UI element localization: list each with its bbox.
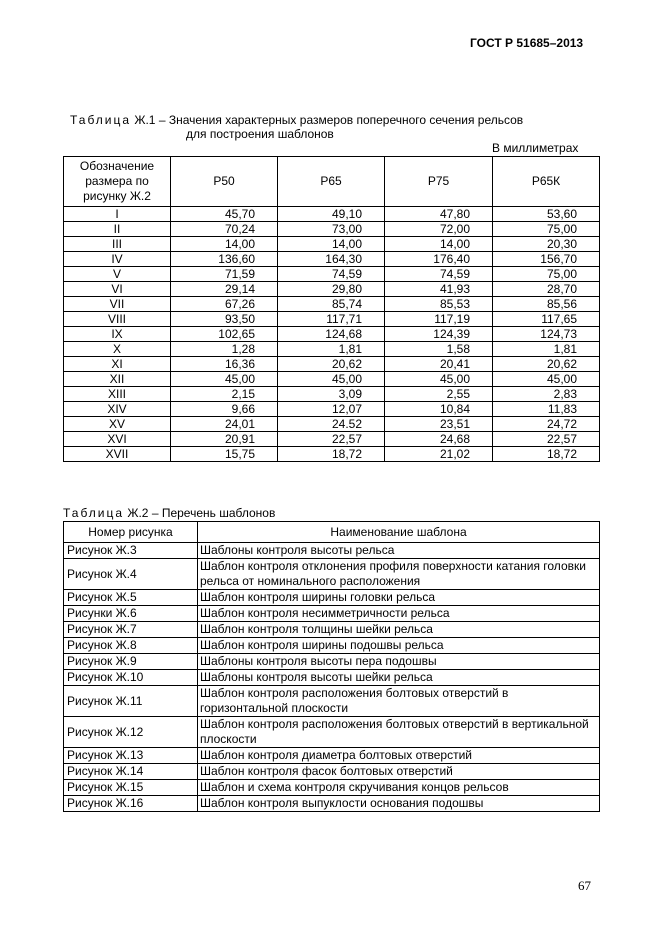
value-cell: 29,80: [278, 282, 385, 297]
figure-number: Рисунок Ж.12: [64, 717, 198, 748]
figure-number: Рисунок Ж.13: [64, 748, 198, 764]
table-row: [64, 387, 600, 402]
value-cell: 102,65: [171, 327, 278, 342]
template-name: Шаблоны контроля высоты рельса: [198, 543, 600, 559]
value-cell: 49,10: [278, 207, 385, 222]
figure-number: Рисунок Ж.9: [64, 654, 198, 670]
value-cell: 45,70: [171, 207, 278, 222]
figure-number: Рисунок Ж.4: [64, 559, 198, 590]
table-row: [64, 357, 600, 372]
value-cell: 45,00: [278, 372, 385, 387]
row-designation: XIV: [64, 402, 171, 417]
value-cell: 20,30: [493, 237, 600, 252]
value-cell: 74,59: [278, 267, 385, 282]
table-row: [64, 686, 600, 717]
row-designation: VII: [64, 297, 171, 312]
figure-number: Рисунок Ж.15: [64, 780, 198, 796]
table-row: [64, 780, 600, 796]
table2-label: Таблица: [63, 506, 125, 520]
value-cell: 15,75: [171, 447, 278, 462]
table-row: [64, 267, 600, 282]
table2-body: [64, 543, 600, 812]
value-cell: 53,60: [493, 207, 600, 222]
table2-col-figure: Номер рисунка: [64, 522, 198, 543]
value-cell: 20,62: [493, 357, 600, 372]
table1-caption: [70, 113, 610, 141]
table-row: [64, 764, 600, 780]
table1-col-designation: Обозначение размера по рисунку Ж.2: [64, 157, 171, 207]
row-designation: V: [64, 267, 171, 282]
row-designation: XI: [64, 357, 171, 372]
figure-number: Рисунок Ж.11: [64, 686, 198, 717]
template-name: Шаблоны контроля высоты пера подошвы: [198, 654, 600, 670]
template-name: Шаблон контроля толщины шейки рельса: [198, 622, 600, 638]
figure-number: Рисунок Ж.14: [64, 764, 198, 780]
template-name: Шаблон контроля выпуклости основания подошвы: [198, 796, 600, 812]
template-name: Шаблон контроля отклонения профиля поверхности катания головки рельса от номинального расположения: [198, 559, 600, 590]
value-cell: 14,00: [278, 237, 385, 252]
table-row: [64, 748, 600, 764]
table-row: [64, 222, 600, 237]
value-cell: 70,24: [171, 222, 278, 237]
table-row: [64, 559, 600, 590]
value-cell: 124,39: [385, 327, 493, 342]
value-cell: 1,81: [278, 342, 385, 357]
value-cell: 16,36: [171, 357, 278, 372]
value-cell: 18,72: [493, 447, 600, 462]
figure-number: Рисунок Ж.3: [64, 543, 198, 559]
value-cell: 2,55: [385, 387, 493, 402]
table1-body: [64, 207, 600, 462]
table-row: [64, 654, 600, 670]
value-cell: 23,51: [385, 417, 493, 432]
value-cell: 85,56: [493, 297, 600, 312]
value-cell: 85,53: [385, 297, 493, 312]
value-cell: 45,00: [171, 372, 278, 387]
table2-title: Ж.2 – Перечень шаблонов: [124, 506, 276, 520]
row-designation: II: [64, 222, 171, 237]
template-name: Шаблон и схема контроля скручивания концов рельсов: [198, 780, 600, 796]
value-cell: 10,84: [385, 402, 493, 417]
value-cell: 124,68: [278, 327, 385, 342]
value-cell: 24,68: [385, 432, 493, 447]
figure-number: Рисунки Ж.6: [64, 606, 198, 622]
table-row: [64, 638, 600, 654]
value-cell: 73,00: [278, 222, 385, 237]
row-designation: IX: [64, 327, 171, 342]
value-cell: 164,30: [278, 252, 385, 267]
row-designation: VIII: [64, 312, 171, 327]
value-cell: 11,83: [493, 402, 600, 417]
value-cell: 45,00: [493, 372, 600, 387]
value-cell: 47,80: [385, 207, 493, 222]
value-cell: 74,59: [385, 267, 493, 282]
table-row: [64, 402, 600, 417]
template-name: Шаблон контроля несимметричности рельса: [198, 606, 600, 622]
value-cell: 85,74: [278, 297, 385, 312]
figure-number: Рисунок Ж.10: [64, 670, 198, 686]
document-code: ГОСТ Р 51685–2013: [470, 36, 584, 50]
page-number: 67: [578, 878, 591, 893]
figure-number: Рисунок Ж.16: [64, 796, 198, 812]
value-cell: 1,58: [385, 342, 493, 357]
value-cell: 20,62: [278, 357, 385, 372]
table-row: [64, 622, 600, 638]
value-cell: 22,57: [493, 432, 600, 447]
table-row: [64, 237, 600, 252]
table-row: [64, 717, 600, 748]
table1-title-line2: для построения шаблонов: [186, 127, 334, 141]
value-cell: 136,60: [171, 252, 278, 267]
row-designation: VI: [64, 282, 171, 297]
table-row: [64, 342, 600, 357]
value-cell: 21,02: [385, 447, 493, 462]
table-row: [64, 670, 600, 686]
row-designation: III: [64, 237, 171, 252]
table-row: [64, 297, 600, 312]
value-cell: 176,40: [385, 252, 493, 267]
figure-number: Рисунок Ж.5: [64, 590, 198, 606]
table1-label: Таблица: [70, 113, 132, 127]
table1-col-r65k: Р65К: [493, 157, 600, 207]
value-cell: 2,15: [171, 387, 278, 402]
value-cell: 20,41: [385, 357, 493, 372]
value-cell: 14,00: [171, 237, 278, 252]
value-cell: 117,71: [278, 312, 385, 327]
table2-header-row: [64, 522, 600, 543]
value-cell: 41,93: [385, 282, 493, 297]
table-row: [64, 543, 600, 559]
table-row: [64, 312, 600, 327]
template-name: Шаблон контроля диаметра болтовых отверстий: [198, 748, 600, 764]
template-name: Шаблон контроля ширины подошвы рельса: [198, 638, 600, 654]
value-cell: 3,09: [278, 387, 385, 402]
figure-number: Рисунок Ж.8: [64, 638, 198, 654]
template-name: Шаблон контроля ширины головки рельса: [198, 590, 600, 606]
table1: [63, 156, 600, 462]
value-cell: 29,14: [171, 282, 278, 297]
table1-units: В миллиметрах: [492, 141, 579, 155]
row-designation: XVII: [64, 447, 171, 462]
value-cell: 156,70: [493, 252, 600, 267]
template-name: Шаблон контроля фасок болтовых отверстий: [198, 764, 600, 780]
value-cell: 1,28: [171, 342, 278, 357]
table-row: [64, 327, 600, 342]
value-cell: 24,72: [493, 417, 600, 432]
value-cell: 20,91: [171, 432, 278, 447]
value-cell: 117,65: [493, 312, 600, 327]
table1-title: Ж.1 – Значения характерных размеров поперечного сечения рельсов: [131, 113, 524, 127]
value-cell: 14,00: [385, 237, 493, 252]
value-cell: 9,66: [171, 402, 278, 417]
value-cell: 67,26: [171, 297, 278, 312]
value-cell: 45,00: [385, 372, 493, 387]
template-name: Шаблоны контроля высоты шейки рельса: [198, 670, 600, 686]
template-name: Шаблон контроля расположения болтовых отверстий в вертикальной плоскости: [198, 717, 600, 748]
value-cell: 72,00: [385, 222, 493, 237]
value-cell: 24.52: [278, 417, 385, 432]
table2-caption: [63, 506, 275, 520]
value-cell: 1,81: [493, 342, 600, 357]
value-cell: 117,19: [385, 312, 493, 327]
value-cell: 93,50: [171, 312, 278, 327]
table2: [63, 521, 600, 812]
table1-col-r75: Р75: [385, 157, 493, 207]
table-row: [64, 372, 600, 387]
value-cell: 18,72: [278, 447, 385, 462]
value-cell: 22,57: [278, 432, 385, 447]
row-designation: XII: [64, 372, 171, 387]
row-designation: XVI: [64, 432, 171, 447]
value-cell: 75,00: [493, 267, 600, 282]
row-designation: IV: [64, 252, 171, 267]
row-designation: I: [64, 207, 171, 222]
row-designation: X: [64, 342, 171, 357]
table1-col-r50: Р50: [171, 157, 278, 207]
table1-header-row: [64, 157, 600, 207]
table-row: [64, 252, 600, 267]
value-cell: 2,83: [493, 387, 600, 402]
value-cell: 28,70: [493, 282, 600, 297]
table2-col-name: Наименование шаблона: [198, 522, 600, 543]
table-row: [64, 282, 600, 297]
table-row: [64, 606, 600, 622]
table1-col-r65: Р65: [278, 157, 385, 207]
table-row: [64, 417, 600, 432]
value-cell: 12,07: [278, 402, 385, 417]
row-designation: XIII: [64, 387, 171, 402]
template-name: Шаблон контроля расположения болтовых отверстий в горизонтальной плоскости: [198, 686, 600, 717]
value-cell: 124,73: [493, 327, 600, 342]
table-row: [64, 796, 600, 812]
table-row: [64, 207, 600, 222]
value-cell: 24,01: [171, 417, 278, 432]
value-cell: 75,00: [493, 222, 600, 237]
table-row: [64, 447, 600, 462]
table-row: [64, 590, 600, 606]
value-cell: 71,59: [171, 267, 278, 282]
figure-number: Рисунок Ж.7: [64, 622, 198, 638]
row-designation: XV: [64, 417, 171, 432]
table-row: [64, 432, 600, 447]
